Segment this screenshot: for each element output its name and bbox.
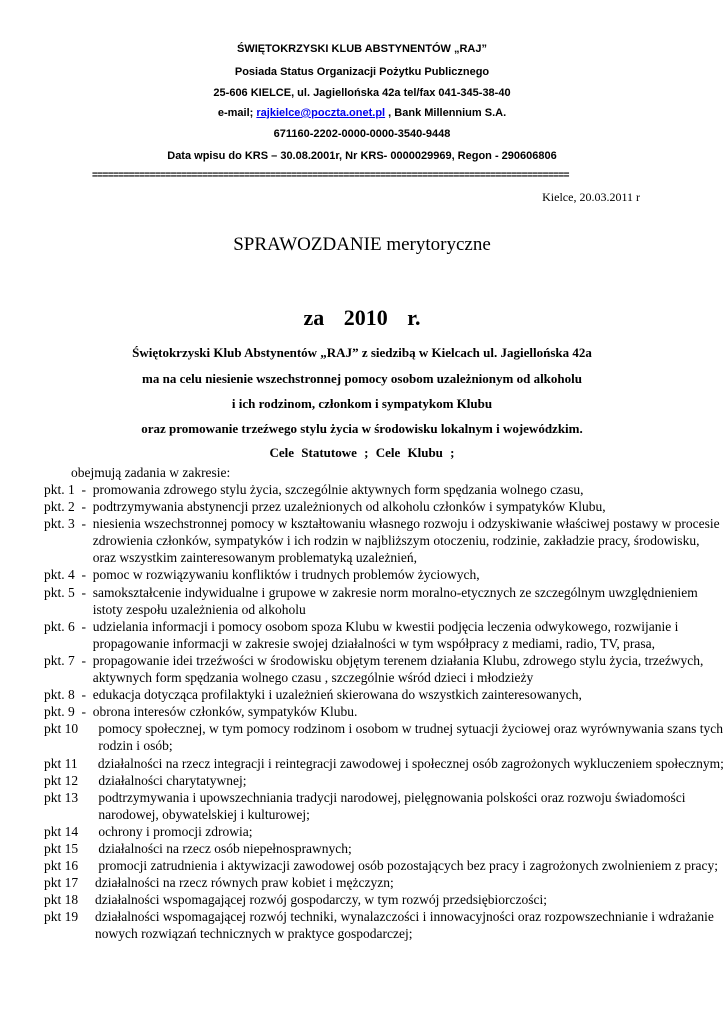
item-number: pkt. 2 - <box>44 499 93 515</box>
list-item <box>44 755 724 772</box>
list-item <box>44 823 724 840</box>
tasks-intro: obejmują zadania w zakresie: <box>71 465 231 480</box>
item-number: pkt. 4 - <box>44 567 93 583</box>
list-item <box>44 618 724 652</box>
goals-heading: Cele Statutowe ; Cele Klubu ; <box>269 445 455 460</box>
list-item <box>44 498 724 515</box>
list-item <box>44 652 724 686</box>
email-label: e-mail; <box>217 107 254 119</box>
item-number: pkt 11 <box>44 755 98 771</box>
item-text: podtrzymywania i upowszechniania tradycji narodowej, pielęgnowania polskości oraz rozwoju świadomości narodowej, obywatelskiej i kulturowej; <box>98 789 689 822</box>
mission-line: ma na celu niesienie wszechstronnej pomocy osobom uzależnionym od alkoholu <box>142 371 582 386</box>
org-address: 25-606 KIELCE, ul. Jagiellońska 42a tel/fax 041-345-38-40 <box>213 87 511 99</box>
item-text: pomocy społecznej, w tym pomocy rodzinom i osobom w trudnej sytuacji życiowej oraz wyrównywania szans tych rodzin i osób; <box>98 721 723 754</box>
item-number: pkt. 7 - <box>44 652 93 668</box>
item-text: działalności wspomagającej rozwój techniki, wynalazczości i innowacyjności oraz rozpowszechnianie i wdrażanie nowych rozwiązań technicznych w praktyce gospodarczej; <box>95 909 718 942</box>
item-number: pkt 13 <box>44 789 99 805</box>
list-item <box>44 891 724 908</box>
document-date: Kielce, 20.03.2011 r <box>542 190 640 204</box>
list-item <box>44 720 724 754</box>
item-number: pkt 16 <box>44 858 99 874</box>
item-text: działalności wspomagającej rozwój gospodarczy, w tym rozwój przedsiębiorczości; <box>95 892 547 908</box>
item-number: pkt 17 <box>44 875 96 891</box>
list-item <box>44 515 724 566</box>
item-number: pkt 15 <box>44 840 99 856</box>
email-link[interactable]: rajkielce@poczta.onet.pl <box>256 107 386 119</box>
list-item <box>44 703 724 720</box>
mission-line: i ich rodzinom, członkom i sympatykom Klubu <box>231 396 493 411</box>
list-item <box>44 789 724 823</box>
item-text: samokształcenie indywidualne i grupowe w zakresie norm moralno-etycznych ze szczególnym uwzględnieniem istoty zespołu uzależnienia od alkoholu <box>92 584 702 617</box>
item-number: pkt. 6 - <box>44 618 93 634</box>
item-text: działalności na rzecz integracji i reintegracji zawodowej i społecznej osób zagrożonych wykluczeniem społecznym; <box>97 755 724 771</box>
item-number: pkt. 8 - <box>44 687 93 703</box>
item-text: podtrzymywania abstynencji przez uzależnionych od alkoholu członków i sympatyków Klubu, <box>92 499 606 515</box>
item-number: pkt. 1 - <box>44 482 93 497</box>
report-title: SPRAWOZDANIE merytoryczne <box>233 234 491 255</box>
org-contact <box>0 107 724 119</box>
item-number: pkt. 9 - <box>44 704 93 720</box>
list-item <box>44 840 724 857</box>
list-item <box>44 857 724 874</box>
item-number: pkt 18 <box>44 892 96 908</box>
item-number: pkt 19 <box>44 909 96 925</box>
item-number: pkt. 5 - <box>44 584 93 600</box>
item-text: promowania zdrowego stylu życia, szczególnie aktywnych form spędzania wolnego czasu, <box>92 482 584 497</box>
item-number: pkt 10 <box>44 721 99 737</box>
item-number: pkt 14 <box>44 823 99 839</box>
org-name: ŚWIĘTOKRZYSKI KLUB ABSTYNENTÓW „RAJ” <box>237 43 487 55</box>
item-text: edukacja dotycząca profilaktyki i uzależnień skierowana do wszystkich zainteresowanych, <box>92 687 582 703</box>
list-item <box>44 874 724 891</box>
item-text: działalności na rzecz równych praw kobiet i mężczyzn; <box>95 875 394 891</box>
item-number: pkt. 3 - <box>44 516 93 532</box>
bank-account: 671160-2202-0000-0000-3540-9448 <box>273 128 451 140</box>
separator-line: =========================================================================================== <box>92 170 569 181</box>
list-item <box>44 481 724 498</box>
bank-name: , Bank Millennium S.A. <box>388 107 507 119</box>
krs-info: Data wpisu do KRS – 30.08.2001r, Nr KRS- 0000029969, Regon - 290606806 <box>167 150 557 162</box>
mission-line: oraz promowanie trzeźwego stylu życia w środowisku lokalnym i wojewódzkim. <box>141 421 583 436</box>
list-item <box>44 566 724 583</box>
item-text: propagowanie idei trzeźwości w środowisku objętym terenem działania Klubu, zdrowego stylu życia, trzeźwych, aktywnych form spędzania wolnego czasu , szczególnie wśród dzieci i młodzieży <box>92 652 707 686</box>
mission-line: Świętokrzyski Klub Abstynentów „RAJ” z siedzibą w Kielcach ul. Jagiellońska 42a <box>132 345 592 360</box>
item-text: udzielania informacji i pomocy osobom spoza Klubu w kwestii podjęcia leczenia odwykowego, rozwijanie i propagowanie informacji w zakresie swojej działalności w tym współpracy z mediami, radio, TV, prasa, <box>92 618 682 651</box>
item-text: pomoc w rozwiązywaniu konfliktów i trudnych problemów życiowych, <box>92 567 480 583</box>
list-item <box>44 908 724 942</box>
report-year-title: za 2010 r. <box>303 305 421 330</box>
item-text: obrona interesów członków, sympatyków Klubu. <box>92 704 358 720</box>
item-text: niesienia wszechstronnej pomocy w kształtowaniu własnego rozwoju i odzyskiwanie właściwej postawy w procesie zdrowienia członków, sympatyków i ich rodzin w najbliższym otoczeniu, rodzinie, zakładzie pracy, środowisku, oraz wszystkim zainteresowanym problematyką uzależnień, <box>92 516 723 566</box>
item-text: ochrony i promocji zdrowia; <box>98 823 253 839</box>
item-text: działalności charytatywnej; <box>98 772 247 788</box>
list-item <box>44 686 724 703</box>
org-status: Posiada Status Organizacji Pożytku Publicznego <box>234 66 490 78</box>
tasks-list <box>44 481 724 943</box>
item-text: promocji zatrudnienia i aktywizacji zawodowej osób pozostających bez pracy i zagrożonych zwolnieniem z pracy; <box>98 858 719 874</box>
item-number: pkt 12 <box>44 772 99 788</box>
item-text: działalności na rzecz osób niepełnosprawnych; <box>98 840 352 856</box>
list-item <box>44 584 724 618</box>
list-item <box>44 772 724 789</box>
